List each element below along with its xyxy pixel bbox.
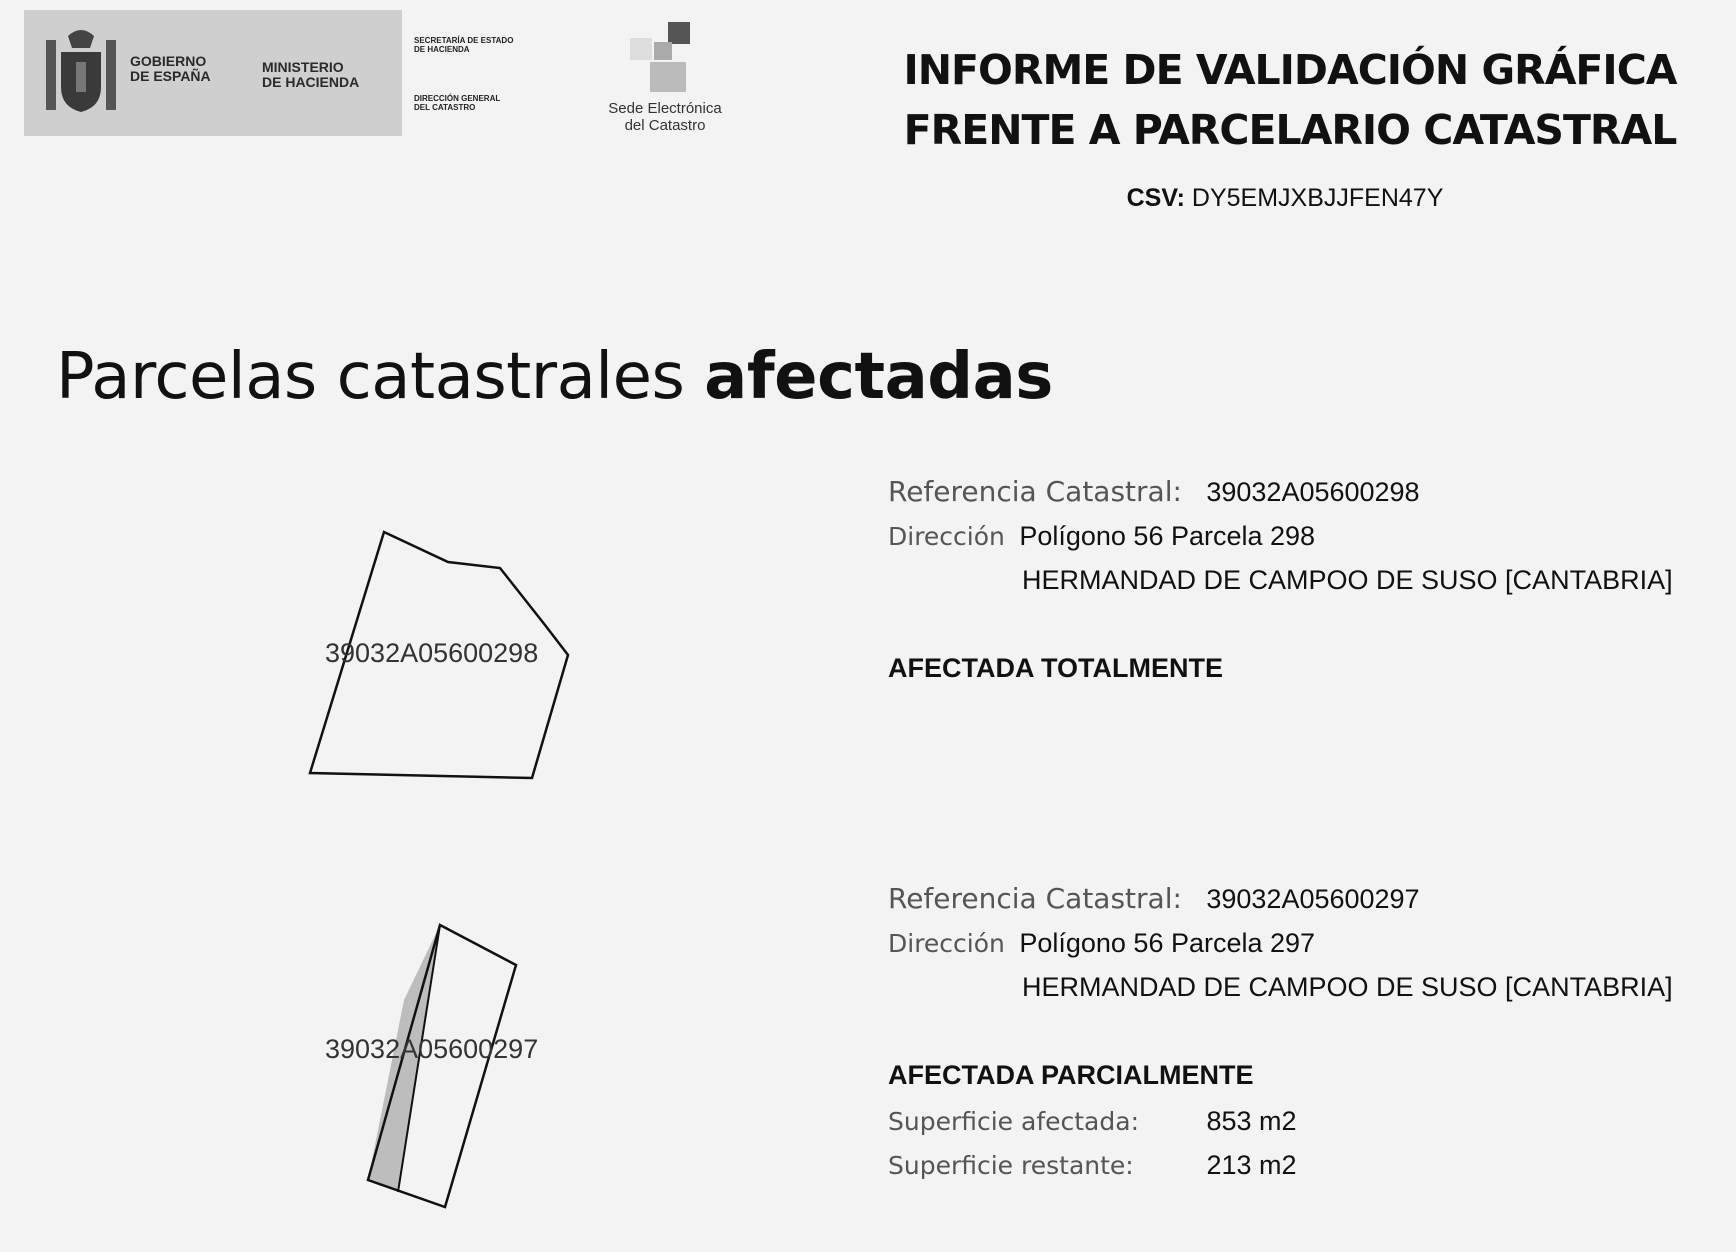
section-title-bold: afectadas: [704, 340, 1053, 414]
ref-value: 39032A05600298: [1206, 477, 1420, 507]
status-label: AFECTADA TOTALMENTE: [888, 653, 1223, 683]
surface-remaining-value: 213 m2: [1206, 1150, 1297, 1180]
sede-line-2: del Catastro: [624, 117, 706, 134]
csv-value: DY5EMJXBJJFEN47Y: [1191, 184, 1444, 212]
gov-line-2: DE ESPAÑA: [130, 68, 211, 84]
csv-label: CSV:: [1126, 184, 1185, 212]
parcel-297-info: [888, 882, 1673, 1181]
surface-affected-value: 853 m2: [1206, 1106, 1297, 1136]
address-line-1: Polígono 56 Parcela 298: [1019, 521, 1316, 551]
title-line-2: FRENTE A PARCELARIO CATASTRAL: [903, 106, 1677, 154]
ref-label: Referencia Catastral:: [888, 475, 1182, 508]
title-line-1: INFORME DE VALIDACIÓN GRÁFICA: [903, 46, 1677, 94]
parcel-297-label: 39032A05600297: [325, 1034, 539, 1064]
ref-value: 39032A05600297: [1206, 884, 1420, 914]
address-line-2: HERMANDAD DE CAMPOO DE SUSO [CANTABRIA]: [1022, 972, 1673, 1002]
direccion-line-1: DIRECCIÓN GENERAL: [414, 94, 501, 103]
address-line-1: Polígono 56 Parcela 297: [1019, 928, 1316, 958]
gov-line-1: GOBIERNO: [130, 53, 207, 69]
sede-line-1: Sede Electrónica: [608, 100, 722, 117]
ref-label: Referencia Catastral:: [888, 882, 1182, 915]
dir-label: Dirección: [888, 522, 1005, 551]
parcel-298-label: 39032A05600298: [325, 638, 539, 668]
surface-affected-label: Superficie afectada:: [888, 1107, 1139, 1136]
secretaria-line-1: SECRETARÍA DE ESTADO: [414, 36, 514, 45]
secretaria-line-2: DE HACIENDA: [414, 45, 470, 54]
direccion-line-2: DEL CATASTRO: [414, 103, 476, 112]
ministry-line-1: MINISTERIO: [262, 59, 344, 75]
address-line-2: HERMANDAD DE CAMPOO DE SUSO [CANTABRIA]: [1022, 565, 1673, 595]
parcel-298-info: [888, 475, 1673, 684]
status-label: AFECTADA PARCIALMENTE: [888, 1060, 1254, 1090]
dir-label: Dirección: [888, 929, 1005, 958]
surface-remaining-label: Superficie restante:: [888, 1151, 1134, 1180]
section-title-regular: Parcelas catastrales: [56, 340, 685, 414]
ministry-line-2: DE HACIENDA: [262, 74, 360, 90]
